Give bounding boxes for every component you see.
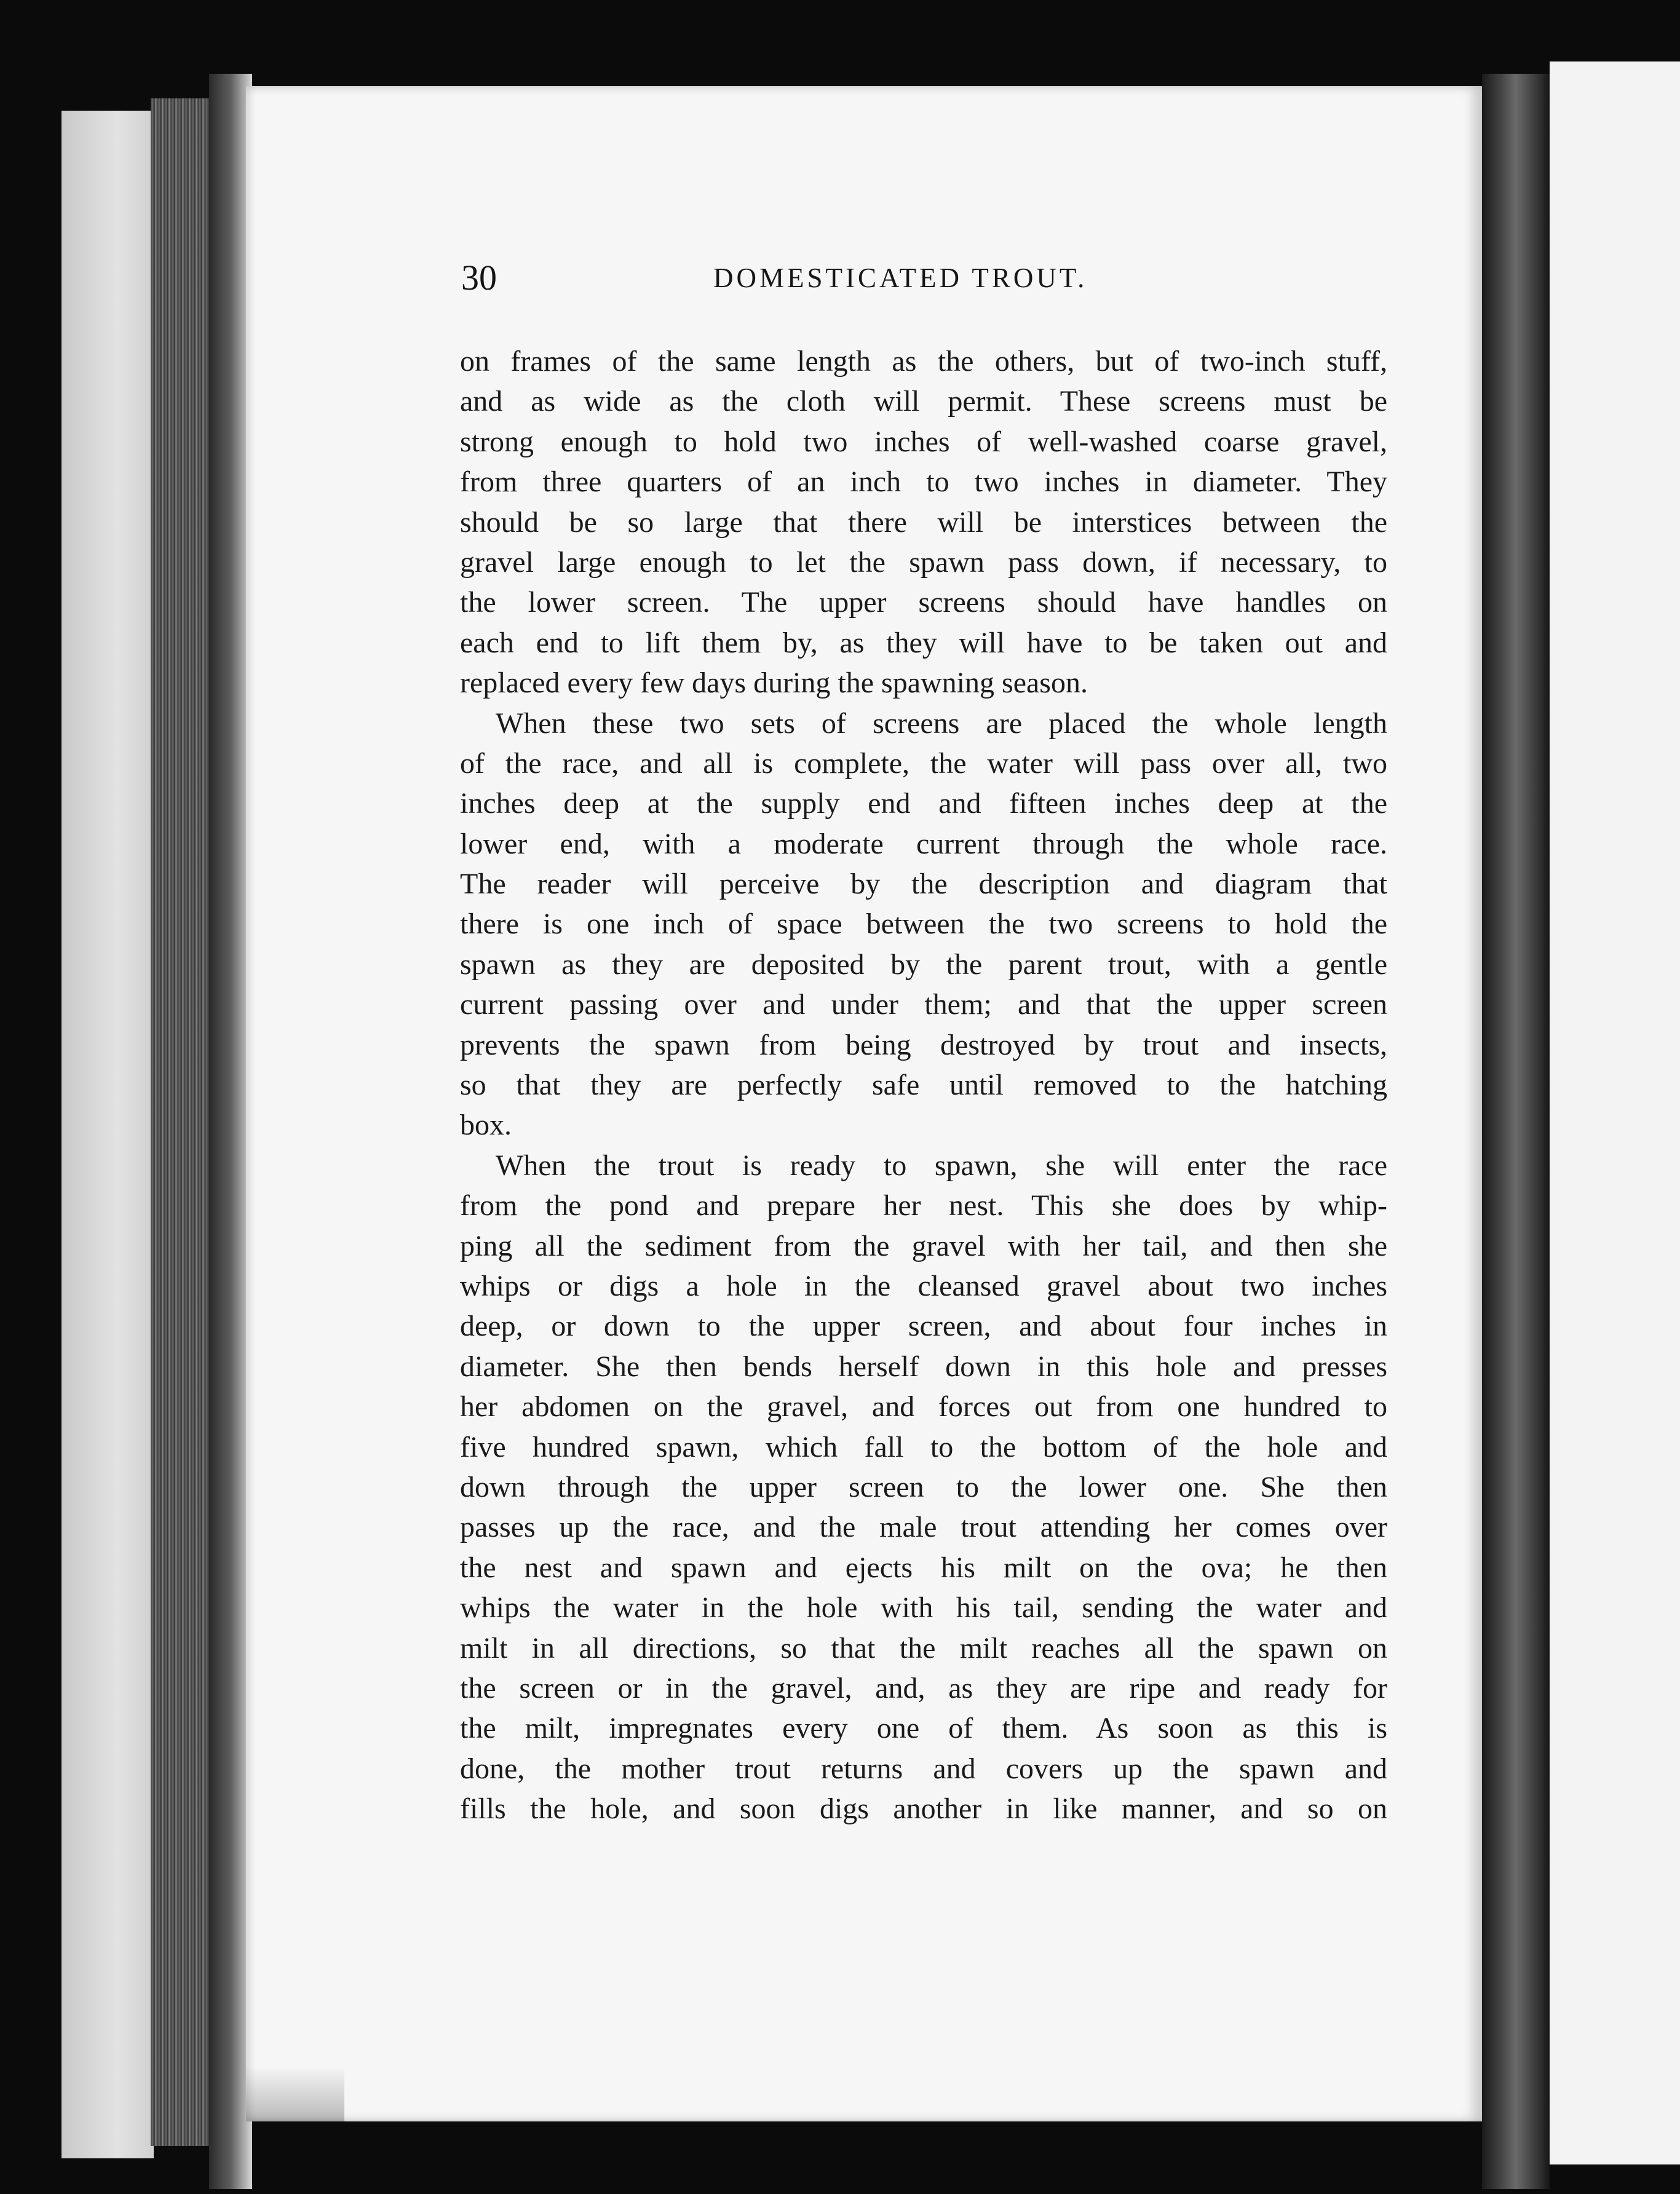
text-line: lower end, with a moderate current through the whole race.	[460, 827, 1387, 860]
text-line: spawn as they are deposited by the parent trout, with a gentle	[460, 948, 1387, 981]
book-gutter	[1482, 74, 1550, 2189]
text-line: gravel large enough to let the spawn pass down, if necessary, to	[460, 545, 1387, 579]
body-text	[460, 341, 1387, 1829]
text-line: The reader will perceive by the description and diagram that	[460, 868, 1387, 901]
text-line: prevents the spawn from being destroyed by trout and insects,	[460, 1028, 1387, 1061]
text-line: down through the upper screen to the lower one. She then	[460, 1470, 1387, 1503]
page-number: 30	[461, 258, 497, 298]
text-line: should be so large that there will be interstices between the	[460, 505, 1387, 539]
text-line: fills the hole, and soon digs another in like manner, and so on	[460, 1792, 1387, 1826]
text-line: there is one inch of space between the two screens to hold the	[460, 908, 1387, 941]
text-line: deep, or down to the upper screen, and about four inches in	[460, 1310, 1387, 1343]
text-line: from the pond and prepare her nest. This she does by whip-	[460, 1189, 1387, 1222]
text-line: replaced every few days during the spawning season.	[460, 667, 1088, 700]
text-line: When the trout is ready to spawn, she will enter the race	[496, 1149, 1387, 1182]
text-line: on frames of the same length as the others, but of two-inch stuff,	[460, 345, 1387, 378]
facing-page	[1550, 61, 1680, 2164]
text-line: the milt, impregnates every one of them. As soon as this is	[460, 1712, 1387, 1745]
text-line: the nest and spawn and ejects his milt on the ova; he then	[460, 1551, 1387, 1584]
text-line: inches deep at the supply end and fifteen inches deep at the	[460, 787, 1387, 820]
text-line: diameter. She then bends herself down in this hole and presses	[460, 1350, 1387, 1383]
running-title: DOMESTICATED TROUT.	[713, 263, 1088, 293]
text-line: ping all the sediment from the gravel with her tail, and then she	[460, 1229, 1387, 1262]
text-line: of the race, and all is complete, the water will pass over all, two	[460, 747, 1387, 780]
text-line: When these two sets of screens are placed the whole length	[496, 707, 1387, 740]
text-line: her abdomen on the gravel, and forces out from one hundred to	[460, 1390, 1387, 1424]
left-page-margin-sliver	[61, 111, 154, 2158]
text-line: from three quarters of an inch to two inches in diameter. They	[460, 465, 1387, 499]
text-line: whips the water in the hole with his tail, sending the water and	[460, 1591, 1387, 1625]
text-line: whips or digs a hole in the cleansed gravel about two inches	[460, 1269, 1387, 1302]
text-line: five hundred spawn, which fall to the bottom of the hole and	[460, 1430, 1387, 1463]
text-line: the screen or in the gravel, and, as they are ripe and ready for	[460, 1671, 1387, 1705]
text-line: box.	[460, 1109, 512, 1142]
text-line: and as wide as the cloth will permit. These screens must be	[460, 385, 1387, 418]
text-line: done, the mother trout returns and covers up the spawn and	[460, 1752, 1387, 1785]
text-line: each end to lift them by, as they will have to be taken out and	[460, 626, 1387, 659]
text-line: so that they are perfectly safe until removed to the hatching	[460, 1069, 1387, 1102]
text-line: current passing over and under them; and that the upper screen	[460, 988, 1387, 1021]
text-line: passes up the race, and the male trout attending her comes over	[460, 1511, 1387, 1544]
text-line: strong enough to hold two inches of well-washed coarse gravel,	[460, 425, 1387, 458]
page-header	[461, 257, 1396, 300]
text-line: milt in all directions, so that the milt reaches all the spawn on	[460, 1631, 1387, 1665]
text-line: the lower screen. The upper screens should have handles on	[460, 586, 1387, 619]
